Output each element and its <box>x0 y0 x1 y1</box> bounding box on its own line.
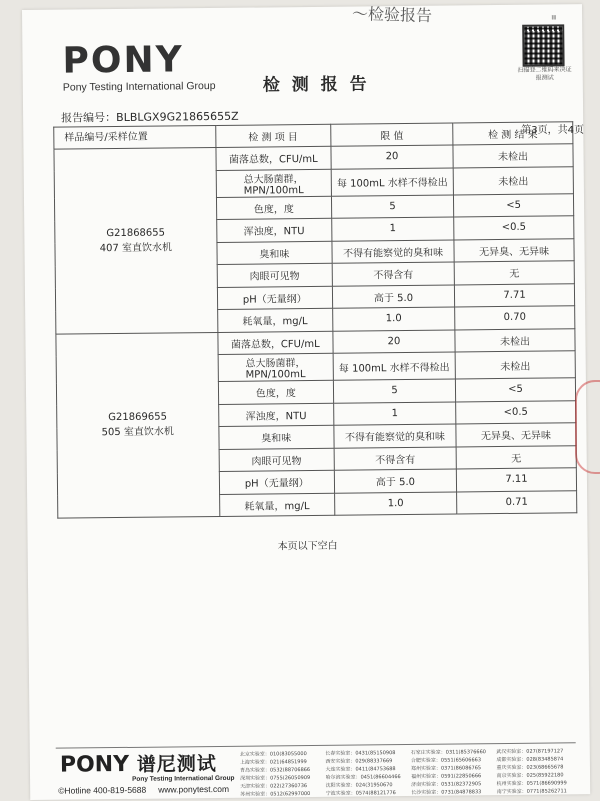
lab-contact: 宁波实验室：0574(88121776 <box>325 790 396 797</box>
item-cell: 总大肠菌群，MPN/100mL <box>216 169 332 197</box>
limit-cell: 20 <box>333 329 455 353</box>
logo-word: PONY <box>62 39 184 82</box>
limit-cell: 1 <box>334 401 456 425</box>
limit-cell: 高于 5.0 <box>334 469 456 493</box>
limit-cell: 每 100mL 水样不得检出 <box>333 352 455 380</box>
qr-code-icon <box>522 24 564 66</box>
result-cell: 未检出 <box>453 166 573 194</box>
footer-logo-subtitle: Pony Testing International Group <box>132 774 235 783</box>
limit-cell: 高于 5.0 <box>332 284 454 308</box>
result-cell: <0.5 <box>454 216 574 240</box>
limit-cell: 1 <box>332 217 454 241</box>
result-cell: 未检出 <box>453 144 573 168</box>
limit-cell: 不得含有 <box>332 262 454 286</box>
item-cell: pH（无量纲） <box>219 470 334 494</box>
result-cell: 7.71 <box>454 283 574 307</box>
sample-cell <box>56 332 220 518</box>
lab-contact: 合肥实验室：0551(65606663 <box>410 757 482 764</box>
red-seal-stamp <box>575 380 600 474</box>
result-cell: 无 <box>454 261 574 285</box>
results-table <box>53 121 577 518</box>
result-cell: <5 <box>455 378 575 402</box>
blank-notice: 本页以下空白 <box>277 540 338 553</box>
lab-contact: 成都实验室：028(83485874 <box>496 756 564 764</box>
hotline: ©Hotline 400-819-5688 <box>58 784 147 796</box>
lab-contact: 重庆实验室：023(68665678 <box>496 764 564 772</box>
sample-id: G21868655 <box>106 227 166 239</box>
lab-contact: 北京实验室：010(83055000 <box>239 751 307 758</box>
item-cell: 臭和味 <box>219 425 334 449</box>
lab-contact: 天津实验室：022(27360736 <box>240 783 308 790</box>
report-number-value: BLBLGX9G21865655Z <box>116 109 239 125</box>
item-cell: 总大肠菌群，MPN/100mL <box>218 353 334 381</box>
limit-cell: 5 <box>333 379 455 403</box>
item-cell: 耗氧量，mg/L <box>217 308 332 332</box>
limit-cell: 1.0 <box>334 491 456 515</box>
sample-cell <box>54 147 218 333</box>
page-code: ⅠⅡ <box>551 14 557 22</box>
lab-contact: 沈阳实验室：024(31950670 <box>325 782 393 789</box>
report-title: 检 测 报 告 <box>262 74 370 96</box>
limit-cell: 5 <box>331 194 453 218</box>
table-body <box>54 144 577 518</box>
result-cell: 无异臭、无异味 <box>454 238 574 262</box>
lab-contact: 武汉实验室：027(87197127 <box>496 748 564 756</box>
result-cell: 0.71 <box>457 490 577 514</box>
item-cell: 肉眼可见物 <box>217 263 332 287</box>
result-cell: 未检出 <box>455 328 575 352</box>
limit-cell: 不得有能察觉的臭和味 <box>334 424 456 448</box>
lab-contact: 深圳实验室：0755(26050909 <box>240 775 311 782</box>
header-limit: 限 值 <box>331 123 453 146</box>
lab-contact: 长沙实验室：0731(84878833 <box>411 789 482 796</box>
report-page <box>22 4 590 800</box>
pony-logo <box>62 39 216 94</box>
result-cell: <5 <box>454 193 574 217</box>
lab-contact: 长春实验室：0431(85150908 <box>325 750 396 757</box>
header-item: 检 测 项 目 <box>215 124 330 147</box>
lab-contact: 上海实验室：021(64851999 <box>239 759 307 766</box>
item-cell: 色度，度 <box>216 196 331 220</box>
limit-cell: 每 100mL 水样不得检出 <box>331 167 453 195</box>
limit-cell: 1.0 <box>333 307 455 331</box>
sample-location: 407 室直饮水机 <box>99 242 173 254</box>
lab-contact: 西安实验室：029(88337669 <box>325 758 393 765</box>
result-cell: 未检出 <box>455 351 575 379</box>
page-info: 第3页，共4页 <box>521 125 584 136</box>
result-cell: 无 <box>456 445 576 469</box>
logo-subtitle: Pony Testing International Group <box>62 79 216 94</box>
limit-cell: 20 <box>331 145 453 169</box>
header-result: 检 测 结 果 <box>453 122 573 145</box>
lab-contact: 济南实验室：0531(82372905 <box>411 781 482 788</box>
item-cell: 耗氧量，mg/L <box>219 493 334 517</box>
lab-contact: 郑州实验室：0371(86086765 <box>410 765 482 772</box>
lab-contact: 南京实验室：025(85922180 <box>496 772 564 780</box>
report-number-label: 报告编号： <box>61 111 117 125</box>
qr-caption: 扫描登二维码来决证报测试 <box>517 66 572 82</box>
website: www.ponytest.com <box>158 783 230 795</box>
lab-contact: 大连实验室：0411(84753688 <box>325 766 396 773</box>
lab-contact: 福州实验室：0591(22850666 <box>411 773 482 780</box>
sample-id: G21869655 <box>108 411 167 424</box>
footer-logo-word: PONY <box>59 751 130 778</box>
item-cell: 浑浊度，NTU <box>218 403 333 427</box>
footer-logo <box>60 752 217 778</box>
lab-contact: 杭州实验室：0571(86690999 <box>496 780 567 788</box>
item-cell: pH（无量纲） <box>217 286 332 310</box>
lab-contact: 青岛实验室：0532(88706866 <box>239 767 311 774</box>
lab-contact: 南宁实验室：0771(85262711 <box>496 788 567 796</box>
item-cell: 色度，度 <box>218 380 333 404</box>
result-cell: 7.11 <box>456 468 576 492</box>
footer-divider <box>56 742 576 748</box>
item-cell: 臭和味 <box>217 241 332 265</box>
footer-logo-cn: 谱尼测试 <box>136 753 217 776</box>
header-sample: 样品编号/采样位置 <box>54 125 216 149</box>
limit-cell: 不得有能察觉的臭和味 <box>332 239 454 263</box>
item-cell: 肉眼可见物 <box>219 448 334 472</box>
lab-contact-list <box>240 748 582 799</box>
handwritten-note: ～检验报告 <box>351 4 433 26</box>
sample-location: 505 室直饮水机 <box>101 426 174 439</box>
item-cell: 浑浊度，NTU <box>216 218 331 242</box>
result-cell: 0.70 <box>455 306 575 330</box>
report-number <box>61 108 239 126</box>
lab-contact: 石家庄实验室：0311(85376660 <box>410 749 486 756</box>
item-cell: 菌落总数，CFU/mL <box>216 146 331 170</box>
result-cell: 无异臭、无异味 <box>456 423 576 447</box>
item-cell: 菌落总数，CFU/mL <box>218 331 333 355</box>
result-cell: <0.5 <box>456 400 576 424</box>
lab-contact: 哈尔滨实验室：0451(86604466 <box>325 774 401 781</box>
limit-cell: 不得含有 <box>334 446 456 470</box>
lab-contact: 苏州实验室：0512(62997000 <box>240 791 311 798</box>
